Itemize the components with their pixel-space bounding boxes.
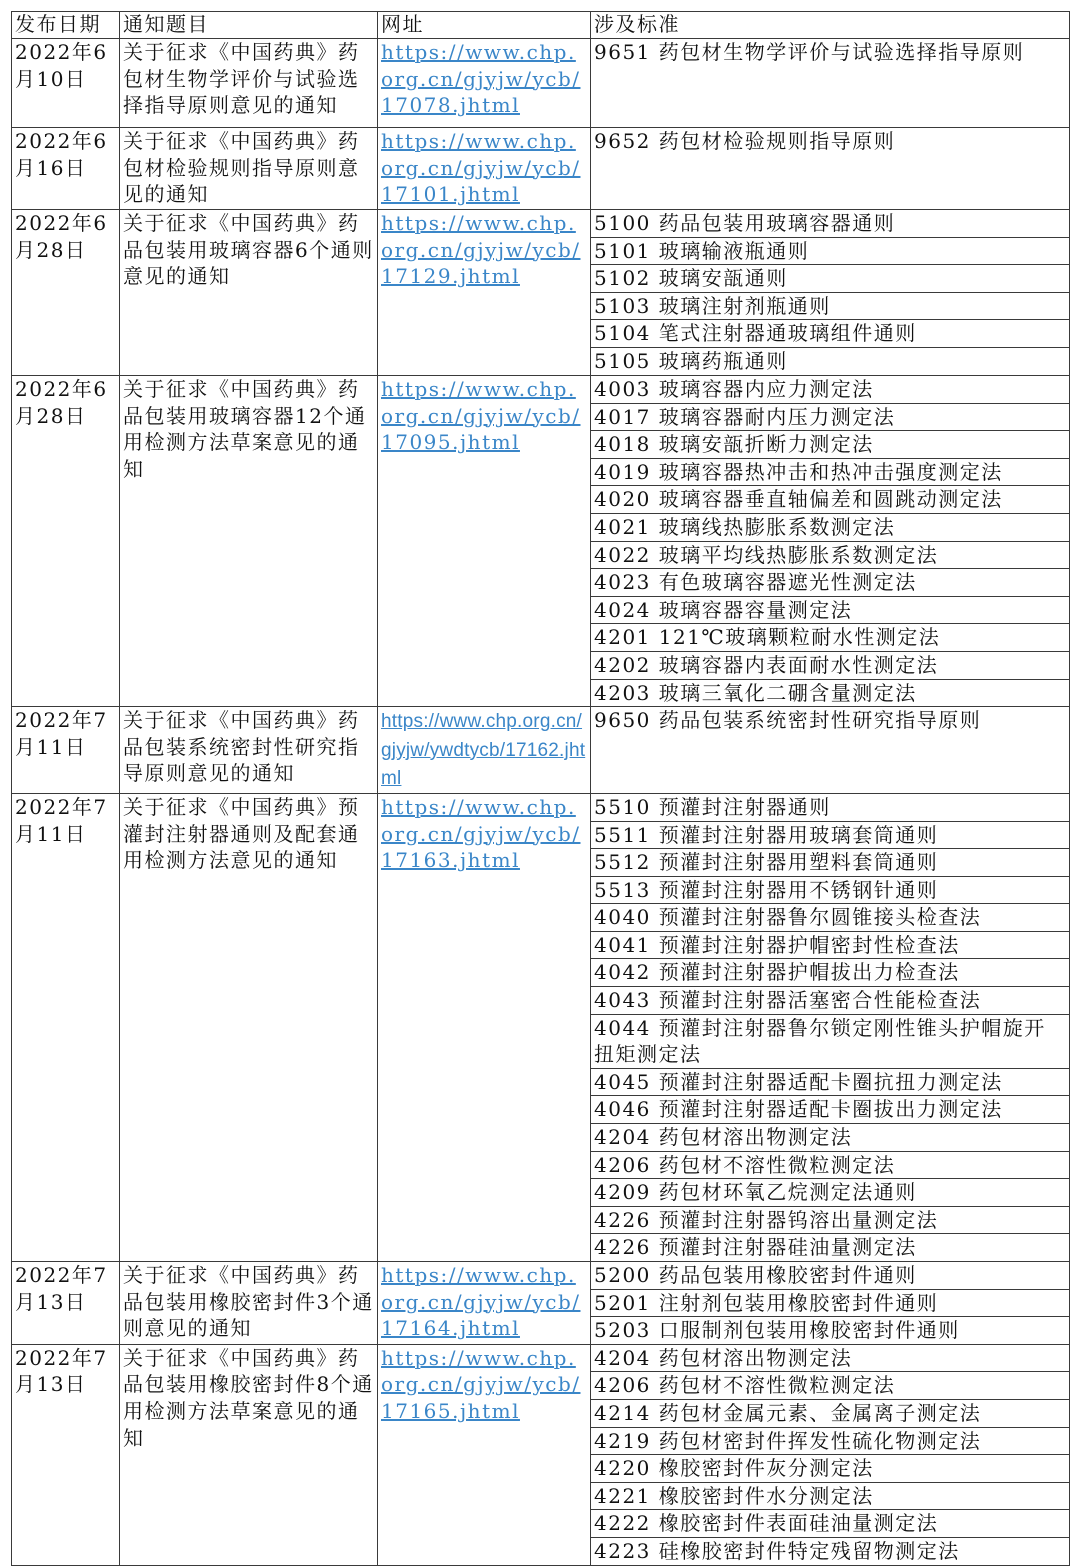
standard-item: 4045 预灌封注射器适配卡圈抗扭力测定法 [591, 1068, 1069, 1096]
notice-link[interactable]: https://www.chp.org.cn/gjyjw/ycb/17165.jhtml [381, 1345, 581, 1423]
standard-item: 4204 药包材溶出物测定法 [594, 1345, 853, 1370]
notice-link[interactable]: https://www.chp.org.cn/gjyjw/ycb/17163.jhtml [381, 794, 581, 873]
standard-item: 4046 预灌封注射器适配卡圈拔出力测定法 [591, 1095, 1069, 1123]
standard-item: 5101 玻璃输液瓶通则 [591, 237, 1069, 265]
standard-item: 5104 笔式注射器通玻璃组件通则 [591, 319, 1069, 347]
standard-item: 4209 药包材环氧乙烷测定法通则 [591, 1178, 1069, 1206]
table-row [12, 210, 1070, 376]
standard-item: 4222 橡胶密封件表面硅油量测定法 [591, 1509, 1069, 1537]
standard-item: 4044 预灌封注射器鲁尔锁定刚性锥头护帽旋开扭矩测定法 [591, 1014, 1069, 1068]
row-title: 关于征求《中国药典》预灌封注射器通则及配套通用检测方法意见的通知 [120, 793, 378, 1261]
standard-item: 5512 预灌封注射器用塑料套筒通则 [591, 848, 1069, 876]
row-url-cell [378, 210, 591, 376]
standard-item: 5511 预灌封注射器用玻璃套筒通则 [591, 821, 1069, 849]
row-date: 2022年6月16日 [12, 128, 120, 210]
standard-item: 4041 预灌封注射器护帽密封性检查法 [591, 931, 1069, 959]
standard-item: 4219 药包材密封件挥发性硫化物测定法 [591, 1427, 1069, 1455]
standard-item: 4202 玻璃容器内表面耐水性测定法 [591, 651, 1069, 679]
standard-item: 4023 有色玻璃容器遮光性测定法 [591, 568, 1069, 596]
row-date: 2022年6月28日 [12, 210, 120, 376]
header-standards: 涉及标准 [591, 12, 1070, 39]
standard-item: 4017 玻璃容器耐内压力测定法 [591, 403, 1069, 431]
standard-item: 5105 玻璃药瓶通则 [591, 347, 1069, 375]
header-row [12, 12, 1070, 39]
header-url: 网址 [378, 12, 591, 39]
row-title: 关于征求《中国药典》药品包装用橡胶密封件8个通用检测方法草案意见的通知 [120, 1344, 378, 1565]
standard-item: 4040 预灌封注射器鲁尔圆锥接头检查法 [591, 903, 1069, 931]
standard-item: 4003 玻璃容器内应力测定法 [594, 377, 874, 401]
row-title: 关于征求《中国药典》药品包装系统密封性研究指导原则意见的通知 [120, 707, 378, 794]
standard-item: 9652 药包材检验规则指导原则 [594, 129, 896, 153]
row-date: 2022年7月11日 [12, 793, 120, 1261]
standard-item: 4226 预灌封注射器硅油量测定法 [591, 1233, 1069, 1261]
header-date: 发布日期 [12, 12, 120, 39]
standard-item: 4024 玻璃容器容量测定法 [591, 596, 1069, 624]
standard-item: 5203 口服制剂包装用橡胶密封件通则 [591, 1316, 1069, 1344]
header-title: 通知题目 [120, 12, 378, 39]
row-url-cell [378, 707, 591, 794]
notice-link[interactable]: https://www.chp.org.cn/gjyjw/ywdtycb/17162.jhtml [381, 711, 586, 790]
row-standards [591, 376, 1070, 707]
row-standards [591, 210, 1070, 376]
standard-item: 4018 玻璃安瓿折断力测定法 [591, 430, 1069, 458]
row-url-cell [378, 128, 591, 210]
standard-item: 4221 橡胶密封件水分测定法 [591, 1482, 1069, 1510]
row-date: 2022年7月13日 [12, 1262, 120, 1345]
row-url-cell [378, 1262, 591, 1345]
row-url-cell [378, 376, 591, 707]
notice-link[interactable]: https://www.chp.org.cn/gjyjw/ycb/17078.jhtml [381, 40, 581, 118]
row-url-cell [378, 1344, 591, 1565]
standard-item: 4022 玻璃平均线热膨胀系数测定法 [591, 541, 1069, 569]
table-row [12, 793, 1070, 1261]
row-standards [591, 793, 1070, 1261]
standard-item: 5100 药品包装用玻璃容器通则 [594, 211, 896, 235]
standard-item: 4223 硅橡胶密封件特定残留物测定法 [591, 1537, 1069, 1565]
standard-item: 4042 预灌封注射器护帽拔出力检查法 [591, 958, 1069, 986]
standard-item: 4019 玻璃容器热冲击和热冲击强度测定法 [591, 458, 1069, 486]
standard-item: 5201 注射剂包装用橡胶密封件通则 [591, 1289, 1069, 1317]
standard-item: 9651 药包材生物学评价与试验选择指导原则 [594, 40, 1025, 64]
standard-item: 4220 橡胶密封件灰分测定法 [591, 1454, 1069, 1482]
standard-item: 9650 药品包装系统密封性研究指导原则 [594, 708, 982, 733]
row-title: 关于征求《中国药典》药品包装用橡胶密封件3个通则意见的通知 [120, 1262, 378, 1345]
standard-item: 4204 药包材溶出物测定法 [591, 1123, 1069, 1151]
row-url-cell [378, 39, 591, 128]
row-url-cell [378, 793, 591, 1261]
row-title: 关于征求《中国药典》药品包装用玻璃容器6个通则意见的通知 [120, 210, 378, 376]
standard-item: 4021 玻璃线热膨胀系数测定法 [591, 513, 1069, 541]
row-standards [591, 1262, 1070, 1345]
standard-item: 4201 121℃玻璃颗粒耐水性测定法 [591, 623, 1069, 651]
standard-item: 4226 预灌封注射器钨溶出量测定法 [591, 1206, 1069, 1234]
row-title: 关于征求《中国药典》药品包装用玻璃容器12个通用检测方法草案意见的通知 [120, 376, 378, 707]
standard-item: 4206 药包材不溶性微粒测定法 [591, 1151, 1069, 1179]
row-date: 2022年6月10日 [12, 39, 120, 128]
standard-item: 4203 玻璃三氧化二硼含量测定法 [591, 679, 1069, 707]
notice-link[interactable]: https://www.chp.org.cn/gjyjw/ycb/17164.jhtml [381, 1263, 581, 1341]
standard-item: 5103 玻璃注射剂瓶通则 [591, 292, 1069, 320]
table-row [12, 128, 1070, 210]
table-row [12, 707, 1070, 794]
row-title: 关于征求《中国药典》药包材检验规则指导原则意见的通知 [120, 128, 378, 210]
standard-item: 5510 预灌封注射器通则 [594, 794, 831, 819]
row-standards [591, 1344, 1070, 1565]
standards-table [11, 11, 1070, 1566]
row-date: 2022年7月13日 [12, 1344, 120, 1565]
standard-item: 4020 玻璃容器垂直轴偏差和圆跳动测定法 [591, 485, 1069, 513]
notice-link[interactable]: https://www.chp.org.cn/gjyjw/ycb/17095.jhtml [381, 377, 581, 455]
table-row [12, 39, 1070, 128]
row-standards [591, 707, 1070, 794]
standard-item: 4043 预灌封注射器活塞密合性能检查法 [591, 986, 1069, 1014]
row-standards [591, 39, 1070, 128]
row-date: 2022年7月11日 [12, 707, 120, 794]
row-title: 关于征求《中国药典》药包材生物学评价与试验选择指导原则意见的通知 [120, 39, 378, 128]
notice-link[interactable]: https://www.chp.org.cn/gjyjw/ycb/17101.jhtml [381, 129, 581, 207]
standard-item: 5513 预灌封注射器用不锈钢针通则 [591, 876, 1069, 904]
row-date: 2022年6月28日 [12, 376, 120, 707]
row-standards [591, 128, 1070, 210]
notice-link[interactable]: https://www.chp.org.cn/gjyjw/ycb/17129.jhtml [381, 211, 581, 289]
table-row [12, 1344, 1070, 1565]
standard-item: 4214 药包材金属元素、金属离子测定法 [591, 1399, 1069, 1427]
standard-item: 5102 玻璃安瓿通则 [591, 264, 1069, 292]
standard-item: 4206 药包材不溶性微粒测定法 [591, 1371, 1069, 1399]
table-row [12, 376, 1070, 707]
table-row [12, 1262, 1070, 1345]
standard-item: 5200 药品包装用橡胶密封件通则 [594, 1263, 917, 1287]
